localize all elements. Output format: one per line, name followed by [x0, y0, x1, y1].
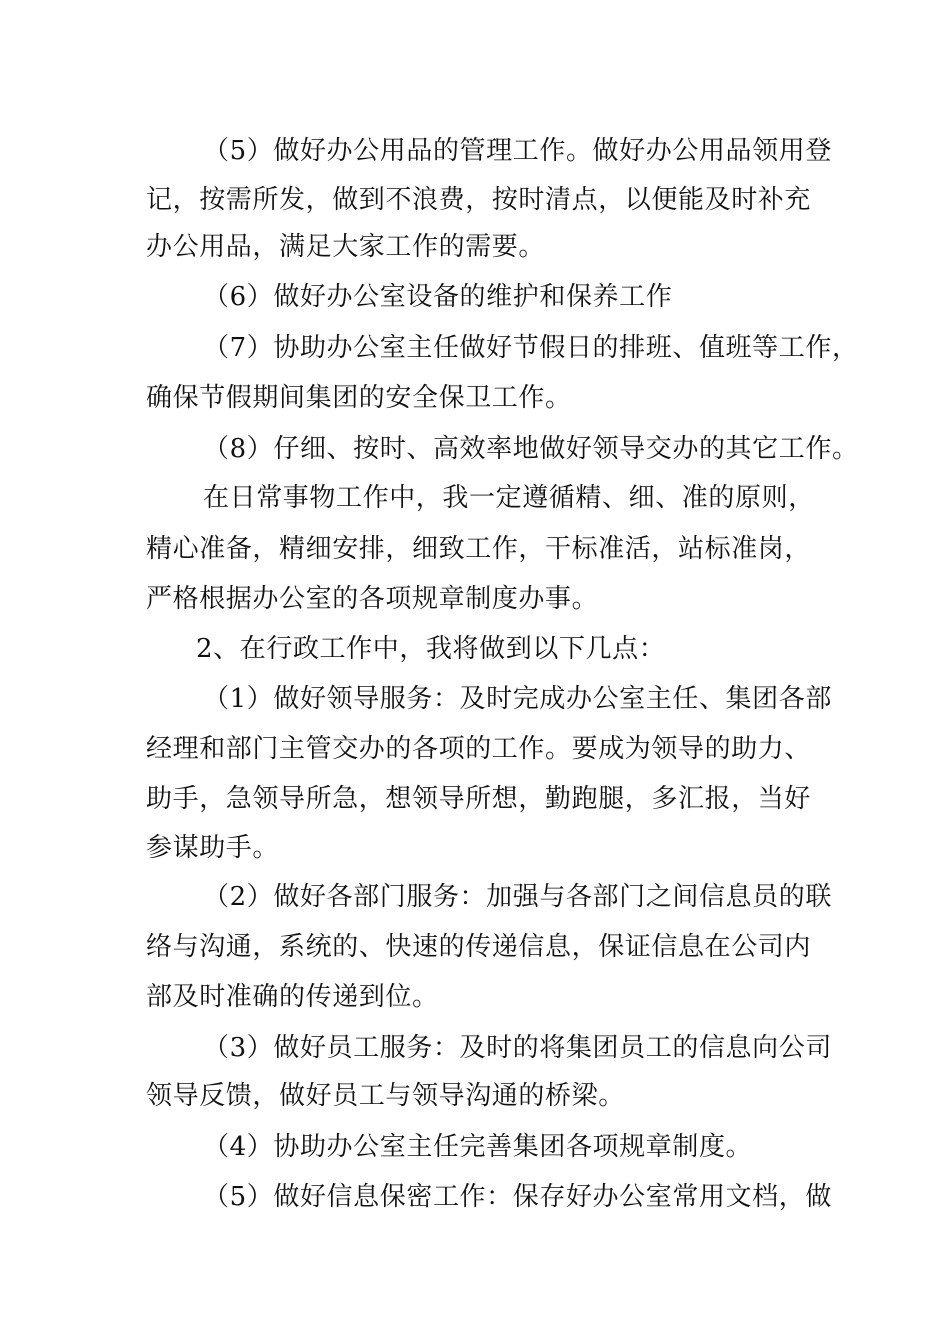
text-line: 参谋助手。 [146, 833, 280, 863]
text-line: （8）仔细、按时、高效率地做好领导交办的其它工作。 [203, 434, 859, 464]
text-line: 领导反馈，做好员工与领导沟通的桥梁。 [146, 1081, 625, 1111]
text-line: （5）做好信息保密工作：保存好办公室常用文档，做 [203, 1182, 832, 1212]
text-line: 络与沟通，系统的、快速的传递信息，保证信息在公司内 [146, 932, 812, 962]
text-line: 在日常事物工作中，我一定遵循精、细、准的原则， [203, 483, 815, 513]
text-line: 经理和部门主管交办的各项的工作。要成为领导的助力、 [146, 734, 812, 764]
text-line: 严格根据办公室的各项规章制度办事。 [146, 584, 599, 614]
text-line: 记，按需所发，做到不浪费，按时清点，以便能及时补充 [146, 185, 812, 215]
text-line: （5）做好办公用品的管理工作。做好办公用品领用登 [203, 136, 832, 166]
text-line: （3）做好员工服务：及时的将集团员工的信息向公司 [203, 1033, 832, 1063]
text-line: （7）协助办公室主任做好节假日的排班、值班等工作， [203, 333, 859, 363]
text-line: 精心准备，精细安排，细致工作，干标准活，站标准岗， [146, 534, 812, 564]
text-line: （6）做好办公室设备的维护和保养工作 [203, 282, 673, 312]
text-line: 确保节假期间集团的安全保卫工作。 [146, 383, 572, 413]
text-line: （2）做好各部门服务：加强与各部门之间信息员的联 [203, 882, 832, 912]
section-heading: 2、在行政工作中，我将做到以下几点： [196, 634, 666, 664]
text-line: （4）协助办公室主任完善集团各项规章制度。 [203, 1132, 753, 1162]
text-line: （1）做好领导服务：及时完成办公室主任、集团各部 [203, 684, 832, 714]
text-line: 办公用品，满足大家工作的需要。 [146, 232, 546, 262]
text-line: 助手，急领导所急，想领导所想，勤跑腿，多汇报，当好 [146, 784, 812, 814]
text-line: 部及时准确的传递到位。 [146, 982, 439, 1012]
